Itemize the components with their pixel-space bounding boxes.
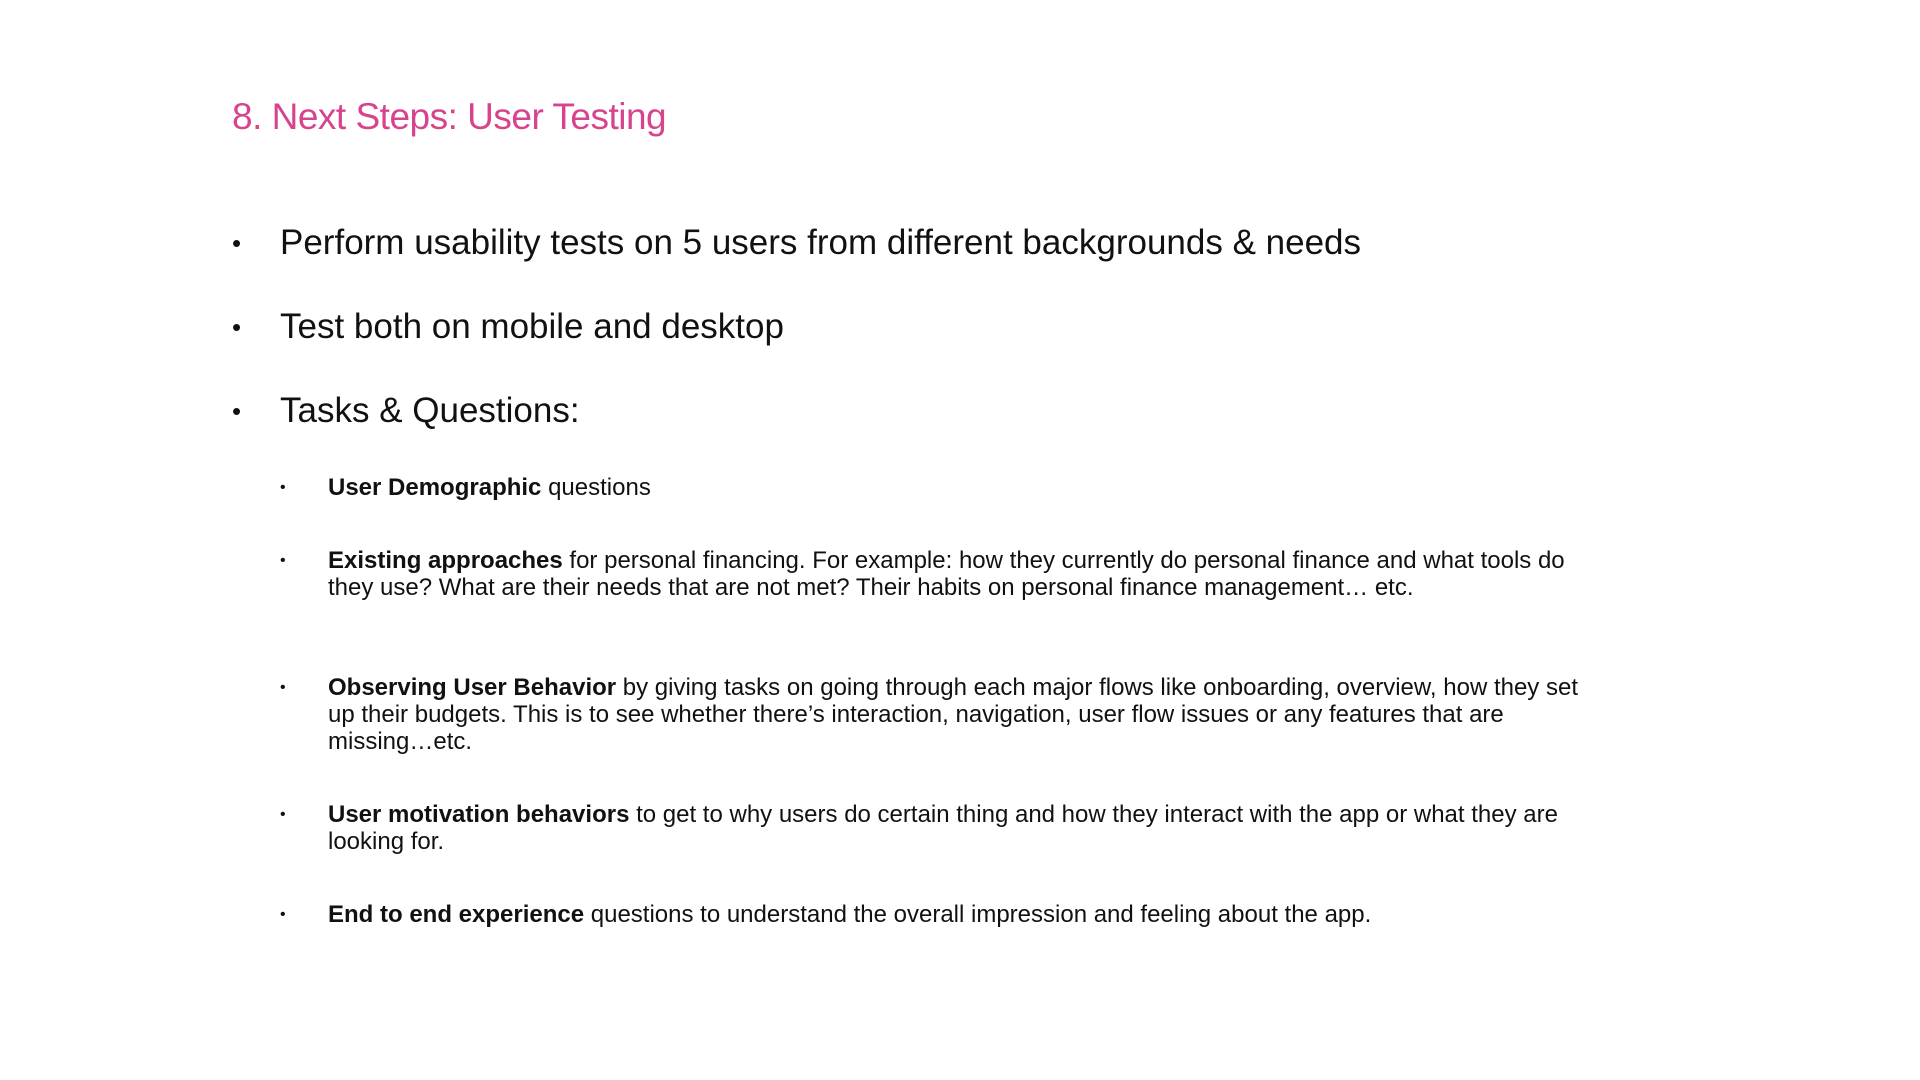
sub-list-item-text (328, 901, 1600, 928)
list-item (232, 223, 1361, 263)
bullet-icon: • (280, 906, 286, 923)
sub-list-item (280, 474, 1600, 501)
sub-list-item (280, 547, 1600, 601)
list-item-text: Tasks & Questions: (280, 391, 580, 430)
sub-list-item-bold: Observing User Behavior (328, 674, 617, 701)
sub-list-item-text (328, 801, 1600, 855)
sub-list-item-text (328, 547, 1600, 601)
bullet-icon: • (280, 806, 286, 823)
sub-list-item (280, 801, 1600, 855)
slide-title: 8. Next Steps: User Testing (232, 96, 667, 137)
bullet-icon: • (280, 479, 286, 496)
sub-list-item-body: questions to understand the overall impression and feeling about the app. (584, 901, 1372, 928)
list-item (232, 307, 784, 347)
list-item (232, 391, 580, 431)
sub-list-item (280, 901, 1600, 928)
sub-list-item-body: by giving tasks on going through each major flows like onboarding, overview, how they set up their budgets. This is to see whether there’s interaction, navigation, user flow issues or any features that are missing…etc. (328, 674, 1578, 755)
bullet-icon: • (232, 396, 242, 426)
sub-list-item-bold: Existing approaches (328, 547, 563, 574)
sub-list-item-bold: User Demographic (328, 474, 542, 501)
sub-list-item-bold: User motivation behaviors (328, 801, 630, 828)
list-item-text: Perform usability tests on 5 users from different backgrounds & needs (280, 223, 1362, 262)
sub-list-item-body: questions (541, 474, 651, 501)
sub-list-item-body: for personal financing. For example: how they currently do personal finance and what tools do they use? What are their needs that are not met? Their habits on personal finance management… etc. (328, 547, 1565, 601)
bullet-icon: • (280, 552, 286, 569)
bullet-icon: • (280, 679, 286, 696)
sub-list-item (280, 674, 1600, 755)
sub-list-item-body: to get to why users do certain thing and how they interact with the app or what they are looking for. (328, 801, 1558, 855)
bullet-icon: • (232, 312, 242, 342)
sub-list-item-text (328, 474, 1600, 501)
sub-list-item-text (328, 674, 1600, 755)
list-item-text: Test both on mobile and desktop (280, 307, 784, 346)
sub-list-item-bold: End to end experience (328, 901, 585, 928)
bullet-icon: • (232, 228, 242, 258)
